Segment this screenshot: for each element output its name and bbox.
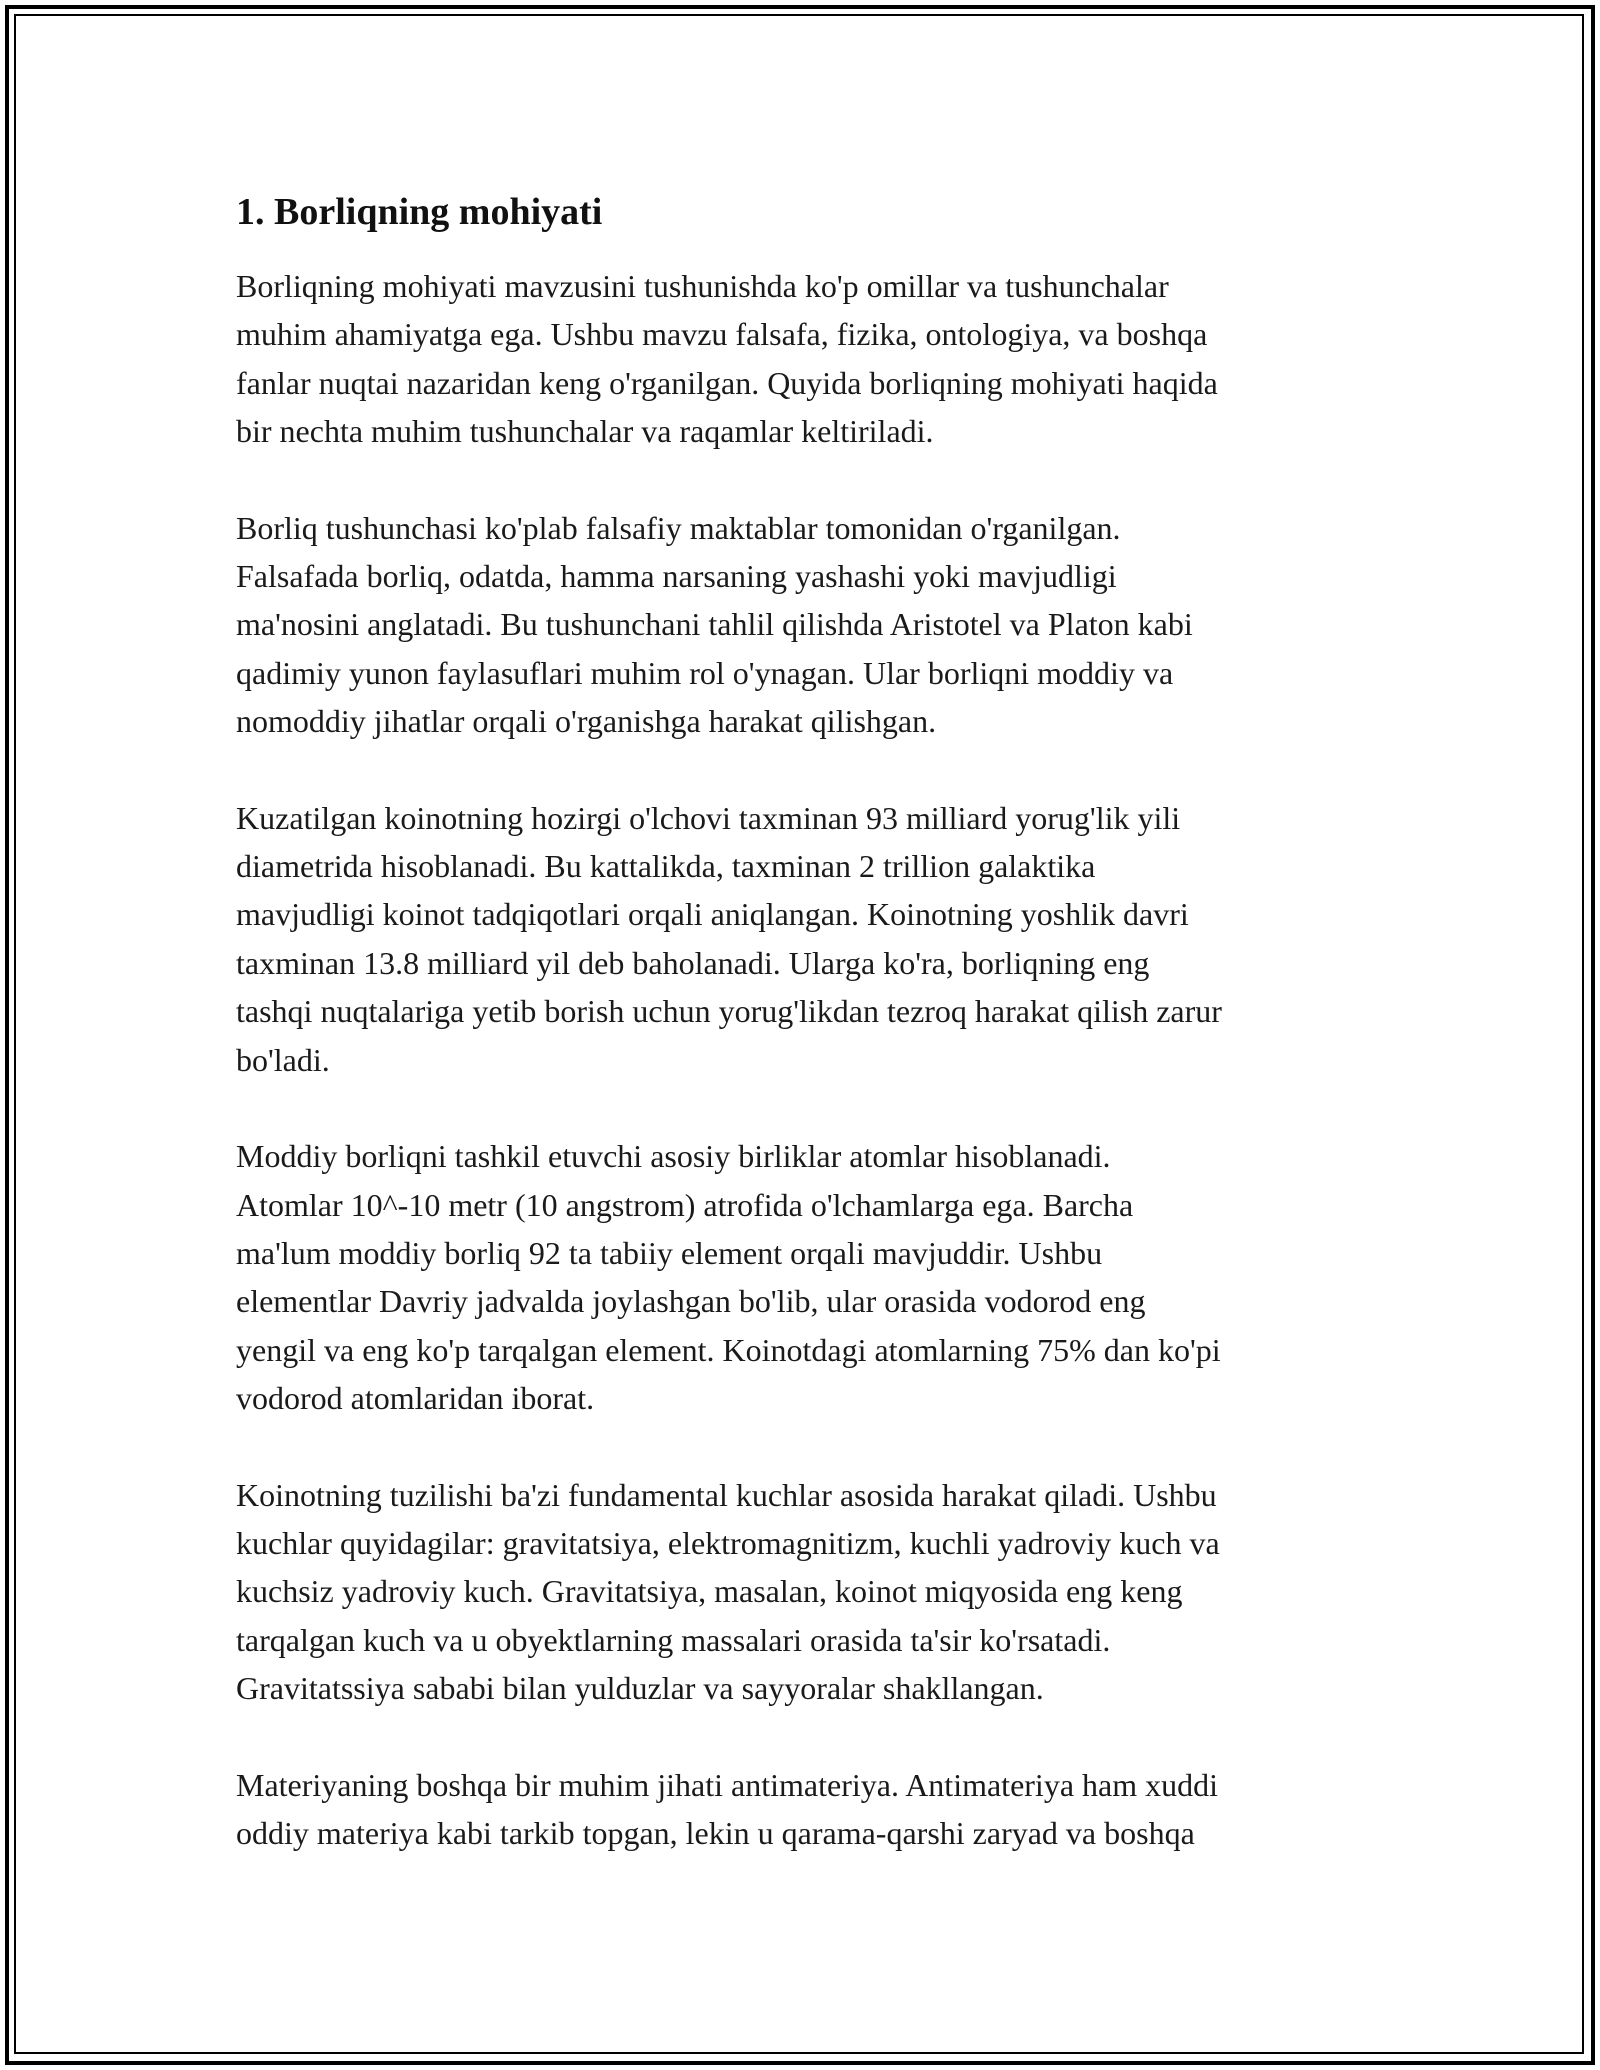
text-line: oddiy materiya kabi tarkib topgan, lekin u qarama-qarshi zaryad va boshqa bbox=[236, 1814, 1195, 1851]
document-body bbox=[236, 186, 1376, 1905]
paragraph-atoms bbox=[236, 1132, 1376, 1422]
text-line: bo'ladi. bbox=[236, 1041, 330, 1078]
text-line: Borliq tushunchasi ko'plab falsafiy maktablar tomonidan o'rganilgan. bbox=[236, 509, 1121, 546]
text-line: vodorod atomlaridan iborat. bbox=[236, 1380, 595, 1417]
text-line: Borliqning mohiyati mavzusini tushunishda ko'p omillar va tushunchalar bbox=[236, 268, 1169, 304]
text-line: tashqi nuqtalariga yetib borish uchun yorug'likdan tezroq harakat qilish zarur bbox=[236, 993, 1222, 1030]
text-line: kuchsiz yadroviy kuch. Gravitatsiya, masalan, koinot miqyosida eng keng bbox=[236, 1573, 1183, 1610]
paragraph-universe bbox=[236, 794, 1376, 1084]
text-line: Atomlar 10^-10 metr (10 angstrom) atrofida o'lchamlarga ega. Barcha bbox=[236, 1186, 1134, 1223]
text-line: yengil va eng ko'p tarqalgan element. Koinotdagi atomlarning 75% dan ko'pi bbox=[236, 1331, 1221, 1368]
paragraph-forces bbox=[236, 1471, 1376, 1713]
paragraph-philosophy bbox=[236, 504, 1376, 746]
paragraph-antimatter bbox=[236, 1761, 1376, 1858]
text-line: Moddiy borliqni tashkil etuvchi asosiy birliklar atomlar hisoblanadi. bbox=[236, 1138, 1111, 1175]
text-line: muhim ahamiyatga ega. Ushbu mavzu falsafa, fizika, ontologiya, va boshqa bbox=[236, 316, 1208, 353]
text-line: ma'nosini anglatadi. Bu tushunchani tahlil qilishda Aristotel va Platon kabi bbox=[236, 606, 1193, 643]
text-line: Falsafada borliq, odatda, hamma narsaning yashashi yoki mavjudligi bbox=[236, 558, 1117, 595]
text-line: kuchlar quyidagilar: gravitatsiya, elektromagnitizm, kuchli yadroviy kuch va bbox=[236, 1524, 1220, 1561]
section-heading: 1. Borliqning mohiyati bbox=[236, 191, 603, 233]
text-line: qadimiy yunon faylasuflari muhim rol o'ynagan. Ular borliqni moddiy va bbox=[236, 654, 1174, 691]
text-line: taxminan 13.8 milliard yil deb baholanadi. Ularga ko'ra, borliqning eng bbox=[236, 944, 1150, 981]
text-line: Materiyaning boshqa bir muhim jihati antimateriya. Antimateriya ham xuddi bbox=[236, 1766, 1218, 1803]
text-line: fanlar nuqtai nazaridan keng o'rganilgan. Quyida borliqning mohiyati haqida bbox=[236, 364, 1218, 401]
text-line: bir nechta muhim tushunchalar va raqamlar keltiriladi. bbox=[236, 413, 934, 450]
text-line: Koinotning tuzilishi ba'zi fundamental kuchlar asosida harakat qiladi. Ushbu bbox=[236, 1476, 1217, 1513]
paragraph-intro bbox=[236, 262, 1376, 456]
text-line: Gravitatssiya sababi bilan yulduzlar va sayyoralar shakllangan. bbox=[236, 1670, 1044, 1707]
text-line: diametrida hisoblanadi. Bu kattalikda, taxminan 2 trillion galaktika bbox=[236, 848, 1096, 885]
text-line: tarqalgan kuch va u obyektlarning massalari orasida ta'sir ko'rsatadi. bbox=[236, 1621, 1111, 1658]
text-line: Kuzatilgan koinotning hozirgi o'lchovi taxminan 93 milliard yorug'lik yili bbox=[236, 799, 1181, 836]
text-line: mavjudligi koinot tadqiqotlari orqali aniqlangan. Koinotning yoshlik davri bbox=[236, 896, 1189, 933]
text-line: ma'lum moddiy borliq 92 ta tabiiy element orqali mavjuddir. Ushbu bbox=[236, 1234, 1103, 1271]
text-line: nomoddiy jihatlar orqali o'rganishga harakat qilishgan. bbox=[236, 703, 937, 740]
text-line: elementlar Davriy jadvalda joylashgan bo'lib, ular orasida vodorod eng bbox=[236, 1283, 1146, 1320]
